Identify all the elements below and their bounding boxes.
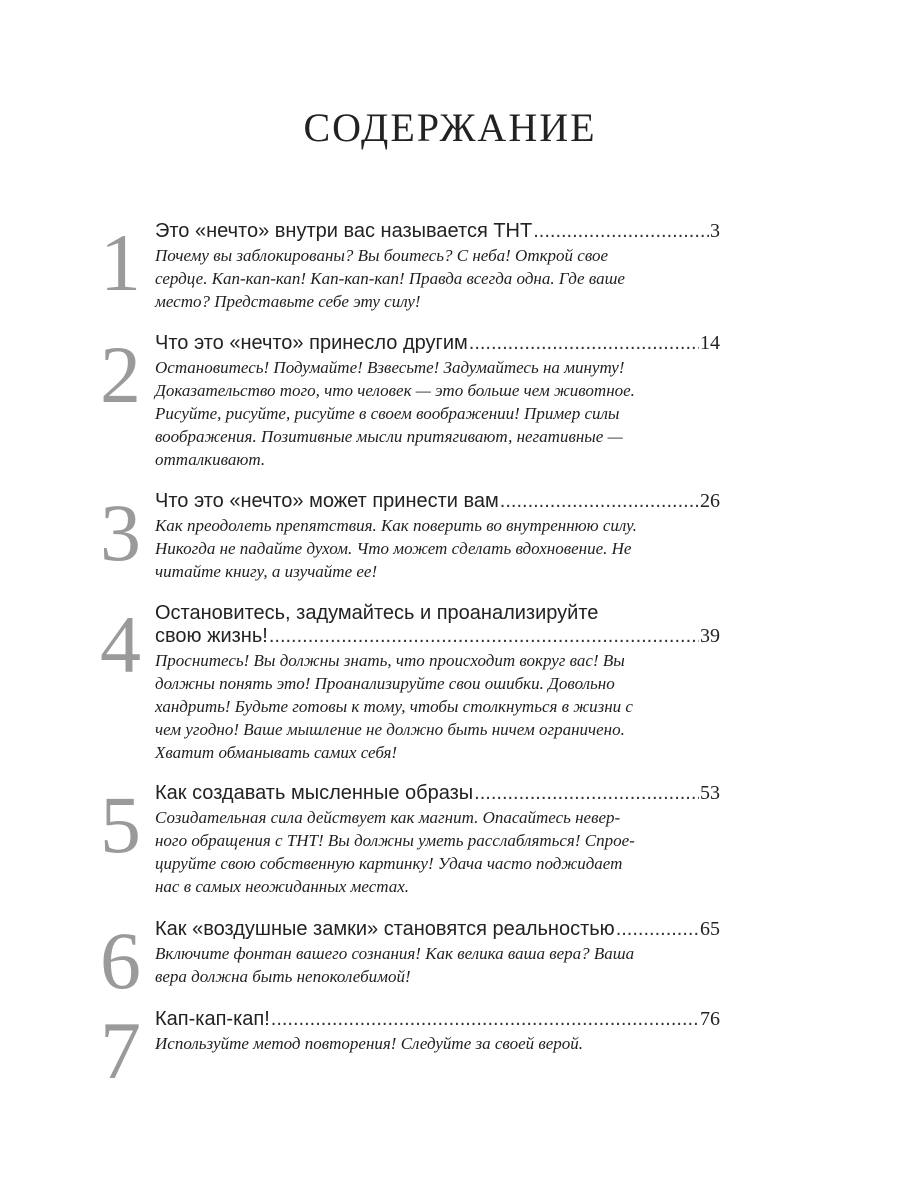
chapter-summary (155, 649, 720, 764)
chapter-number: 3 (100, 487, 141, 578)
summary-line: сердце. Кап-кап-кап! Кап-кап-кап! Правда всегда одна. Где ваше (155, 269, 625, 288)
summary-line: читайте книгу, а изучайте ее! (155, 562, 378, 581)
summary-line: Созидательная сила действует как магнит. Опасайтесь невер- (155, 808, 621, 827)
chapter-summary (155, 1032, 720, 1055)
page-number: 65 (700, 918, 720, 940)
dot-leader (474, 782, 699, 805)
chapter-number: 5 (100, 779, 141, 870)
page-number: 14 (700, 332, 720, 354)
chapter-title: Это «нечто» внутри вас называется ТНТ (155, 220, 533, 242)
dot-leader (469, 332, 699, 355)
summary-line: Проснитесь! Вы должны знать, что происходит вокруг вас! Вы (155, 651, 625, 670)
chapter-title: Как создавать мысленные образы (155, 782, 474, 804)
summary-line: должны понять это! Проанализируйте свои ошибки. Довольно (155, 674, 615, 693)
chapter-number: 2 (100, 329, 141, 420)
summary-line: Как преодолеть препятствия. Как поверить во внутреннюю силу. (155, 516, 637, 535)
chapter-heading (155, 918, 720, 941)
dot-leader (500, 490, 699, 513)
summary-line: цируйте свою собственную картинку! Удача часто поджидает (155, 854, 623, 873)
summary-line: Почему вы заблокированы? Вы боитесь? С неба! Открой свое (155, 246, 609, 265)
chapter-title: Кап-кап-кап! (155, 1008, 270, 1030)
dot-leader (616, 918, 699, 941)
chapter-summary (155, 514, 720, 583)
chapter-summary (155, 942, 720, 988)
summary-line: Доказательство того, что человек — это больше чем животное. (155, 381, 635, 400)
summary-line: Рисуйте, рисуйте, рисуйте в своем воображении! Пример силы (155, 404, 620, 423)
chapter-number: 7 (100, 1005, 141, 1096)
chapter-title-line: Остановитесь, задумайтесь и проанализируйте (155, 602, 599, 624)
chapter-heading (155, 220, 720, 243)
summary-line: Включите фонтан вашего сознания! Как велика ваша вера? Ваша (155, 944, 635, 963)
chapter-summary (155, 356, 720, 471)
page-number: 3 (710, 220, 720, 242)
summary-line: отталкивают. (155, 450, 266, 469)
chapter-heading (155, 782, 720, 805)
page-number: 76 (700, 1008, 720, 1030)
summary-line: хандрить! Будьте готовы к тому, чтобы столкнуться в жизни с (155, 697, 633, 716)
summary-line: воображения. Позитивные мысли притягивают, негативные — (155, 427, 623, 446)
dot-leader (271, 1008, 699, 1031)
chapter-summary (155, 806, 720, 898)
chapter-number: 4 (100, 599, 141, 690)
chapter-number: 6 (100, 915, 141, 1006)
page-title: СОДЕРЖАНИЕ (303, 105, 597, 150)
chapter-summary (155, 244, 720, 313)
chapter-heading (155, 332, 720, 355)
chapter-title: Что это «нечто» принесло другим (155, 332, 468, 354)
chapter-title: свою жизнь! (155, 625, 268, 647)
summary-line: Хватит обманывать самих себя! (155, 743, 398, 762)
page-number: 26 (700, 490, 720, 512)
chapter-title: Что это «нечто» может принести вам (155, 490, 499, 512)
summary-line: Никогда не падайте духом. Что может сделать вдохновение. Не (155, 539, 632, 558)
page-number: 53 (700, 782, 720, 804)
summary-line: вера должна быть непоколебимой! (155, 967, 411, 986)
summary-line: нас в самых неожиданных местах. (155, 877, 410, 896)
page-number: 39 (700, 625, 720, 647)
chapter-heading (155, 625, 720, 648)
dot-leader (533, 220, 709, 243)
dot-leader (269, 625, 699, 648)
summary-line: Остановитесь! Подумайте! Взвесьте! Задумайтесь на минуту! (155, 358, 625, 377)
chapter-heading (155, 490, 720, 513)
chapter-heading (155, 1008, 720, 1031)
summary-line: место? Представьте себе эту силу! (155, 292, 421, 311)
summary-line: ного обращения с ТНТ! Вы должны уметь расслабляться! Спрое- (155, 831, 635, 850)
summary-line: чем угодно! Ваше мышление не должно быть ничем ограничено. (155, 720, 625, 739)
chapter-title: Как «воздушные замки» становятся реальностью (155, 918, 615, 940)
chapter-number: 1 (100, 217, 141, 308)
summary-line: Используйте метод повторения! Следуйте за своей верой. (155, 1034, 584, 1053)
